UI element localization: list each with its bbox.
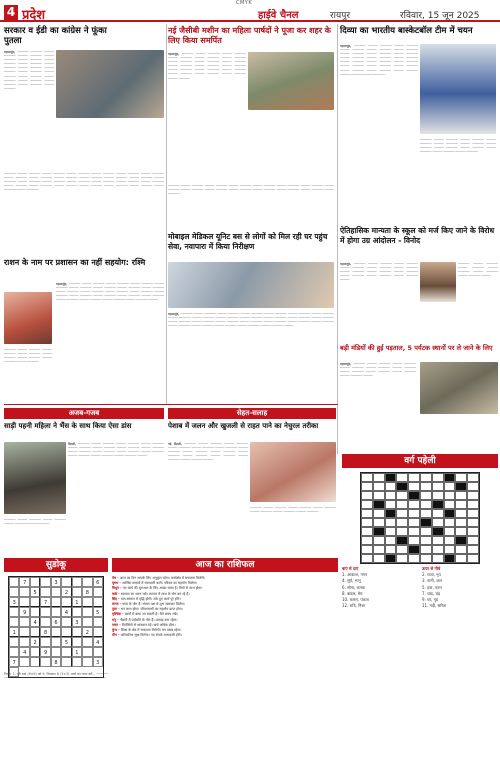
sudoku-cell[interactable] [82, 637, 92, 647]
crossword-cell[interactable] [432, 509, 444, 518]
crossword-cell[interactable] [467, 554, 479, 563]
horoscope-text: विरोधियों से सावधान रहें। खर्च अधिक होगा। [121, 622, 176, 627]
article-body-effigy: महासमुंद, ────── ────── ───── ────── ───── ────── ───── ────── ───── ────── ───── ────── ───── ────── ───── ────── ───── ────── ───── ────── ───── ────── ───── ────── ───── ────── ───── ────── ───── ────── ───── ────── ───── ────── ───── ────── [4, 50, 54, 91]
sudoku-cell[interactable]: 7 [40, 597, 50, 607]
sudoku-cell[interactable]: 8 [51, 657, 61, 667]
article-body-basketball-2: ────── ───── ────── ───── ────── ───── ────── ───── ────── ───── ────── ───── ────── ───── ────── ───── ────── ───── ────── ───── ────── ───── ────── [420, 138, 496, 155]
crossword-cell[interactable] [396, 509, 408, 518]
photo-rashmi-portrait [4, 292, 52, 344]
crossword-cell [432, 527, 444, 536]
crossword-cell[interactable] [373, 491, 385, 500]
sudoku-cell[interactable] [40, 577, 50, 587]
across-heading: बाएं से दाएं [342, 566, 359, 571]
crossword-cell [432, 500, 444, 509]
crossword-cell[interactable] [396, 500, 408, 509]
horoscope-list [112, 576, 338, 772]
headline-machine: नई जैसीबी मशीन का महिला पार्षदों ने पूजा कर शहर के लिए किया समर्पित [168, 26, 331, 45]
horoscope-text: आज का दिन आपके लिए अनुकूल रहेगा। कार्यक्षेत्र में सफलता मिलेगी। [119, 576, 206, 580]
sudoku-cell[interactable] [93, 587, 103, 597]
horoscope-text: स्वास्थ्य का ध्यान रखें। व्यापार में लाभ के योग बन रहे हैं। [120, 591, 190, 596]
crossword-cell[interactable] [444, 536, 456, 545]
photo-mobile-medical-bus [168, 262, 334, 308]
crossword-cell[interactable] [420, 500, 432, 509]
crossword-cell[interactable] [361, 554, 373, 563]
article-body-machine: महासमुंद, ────── ───── ────── ───── ────── ───── ────── ───── ────── ───── ────── ───── ────── ───── ────── ───── ────── ───── ────── ───── ────── ───── ────── ───── ────── ───── ────── ───── ────── ───── ────── ───── ────── ───── ────── ───── ────── [168, 52, 246, 81]
crossword-cell[interactable] [361, 536, 373, 545]
crossword-cell[interactable] [385, 536, 397, 545]
crossword-cell[interactable] [467, 545, 479, 554]
photo-basketball-player [420, 44, 496, 134]
headline-effigy: सरकार व ईडी का कांग्रेस ने फूंका पुतला [4, 26, 107, 46]
crossword-cell[interactable] [455, 473, 467, 482]
crossword-cell[interactable] [432, 545, 444, 554]
crossword-cell [373, 527, 385, 536]
crossword-clue: 12. रात्रि, निशा [342, 603, 366, 609]
crossword-cell[interactable] [420, 554, 432, 563]
sudoku-cell[interactable]: 7 [9, 657, 19, 667]
section-rule [4, 404, 338, 405]
crossword-cell[interactable] [455, 518, 467, 527]
sudoku-cell[interactable]: 2 [61, 587, 71, 597]
crossword-clue: 11. नदी, सरिता [422, 603, 447, 609]
sudoku-cell[interactable]: 4 [61, 607, 71, 617]
crossword-cell[interactable] [467, 527, 479, 536]
sudoku-cell[interactable] [61, 627, 71, 637]
cmyk-mark: CMYK [236, 0, 253, 6]
crossword-cell[interactable] [455, 491, 467, 500]
crossword-cell[interactable] [455, 554, 467, 563]
crossword-cell[interactable] [408, 473, 420, 482]
sudoku-cell[interactable] [82, 577, 92, 587]
photo-effigy-protest [56, 50, 164, 118]
sudoku-cell[interactable] [9, 587, 19, 597]
sudoku-cell[interactable]: 3 [93, 657, 103, 667]
article-body-health-2: ────── ───── ────── ───── ────── ───── ────── ───── ────── ───── ────── ───── ────── [250, 506, 336, 515]
horoscope-sign: सिंह - [112, 596, 121, 601]
crossword-cell[interactable] [385, 518, 397, 527]
sudoku-cell[interactable] [30, 627, 40, 637]
sudoku-cell[interactable] [82, 607, 92, 617]
horoscope-text: पारिवारिक सुख मिलेगा। नए संपर्क लाभकारी होंगे। [120, 633, 182, 638]
sudoku-title: सुडोकू [4, 558, 108, 572]
sudoku-cell[interactable] [30, 657, 40, 667]
crossword-cell[interactable] [467, 536, 479, 545]
sudoku-cell[interactable] [72, 637, 82, 647]
crossword-cell [420, 518, 432, 527]
paper-logo: हाईवे चैनल [258, 10, 299, 21]
crossword-cell[interactable] [420, 509, 432, 518]
sudoku-cell[interactable]: 2 [30, 637, 40, 647]
sudoku-cell[interactable] [93, 597, 103, 607]
crossword-cell [396, 482, 408, 491]
sudoku-cell[interactable] [72, 577, 82, 587]
horoscope-sign: कुंभ - [112, 628, 121, 633]
crossword-cell[interactable] [444, 482, 456, 491]
horoscope-sign: मेष - [112, 576, 120, 580]
sudoku-cell[interactable] [61, 617, 71, 627]
crossword-cell[interactable] [444, 500, 456, 509]
band-health: सेहत-सलाह [168, 408, 336, 419]
crossword-cell[interactable] [373, 509, 385, 518]
sudoku-cell[interactable] [72, 587, 82, 597]
crossword-clue: 4. सूर्य, भानु [342, 578, 361, 584]
crossword-cell[interactable] [408, 518, 420, 527]
sudoku-cell[interactable] [19, 617, 29, 627]
horoscope-text: यात्रा के योग हैं। संतान पक्ष से शुभ समाचार मिलेगा। [122, 602, 186, 607]
sudoku-cell[interactable]: 5 [61, 637, 71, 647]
crossword-cell [444, 473, 456, 482]
crossword-cell[interactable] [432, 554, 444, 563]
crossword-cell[interactable] [361, 473, 373, 482]
sudoku-cell[interactable] [51, 627, 61, 637]
sudoku-cell[interactable] [19, 587, 29, 597]
sudoku-cell[interactable]: 3 [72, 617, 82, 627]
sudoku-cell[interactable]: 1 [72, 597, 82, 607]
sudoku-cell[interactable]: 9 [19, 607, 29, 617]
crossword-clue: 1. आकाश, गगन [342, 572, 368, 578]
crossword-cell[interactable] [432, 491, 444, 500]
crossword-cell[interactable] [361, 545, 373, 554]
horoscope-text: मान-सम्मान में वृद्धि होगी। रुके हुए कार्य पूरे होंगे। [120, 596, 181, 601]
photo-woman-buffalo [4, 442, 66, 514]
crossword-cell[interactable] [396, 554, 408, 563]
horoscope-text: आर्थिक मामलों में सावधानी बरतें। परिवार का सहयोग मिलेगा। [122, 581, 198, 586]
article-body-basketball: महासमुंद, ────── ───── ────── ───── ────── ───── ────── ───── ────── ───── ────── ───── ────── ───── ────── ───── ────── ───── ────── ───── ────── ───── ────── ───── ────── ───── ────── ───── ────── ───── ────── ───── ────── ───── ────── ───── ────── ───── ────── ───── ────── ───── ────── ───── ────── [340, 44, 418, 77]
crossword-cell[interactable] [385, 500, 397, 509]
crossword-title: वर्ग पहेली [342, 454, 498, 468]
headline-ajab: साड़ी पहनी महिला ने भैंस के साथ किया ऐसा डांस [4, 422, 132, 430]
crossword-cell[interactable] [408, 536, 420, 545]
crossword-cell[interactable] [455, 500, 467, 509]
article-body-mobile-medical: महासमुंद, ────── ───── ────── ───── ────── ───── ────── ───── ────── ───── ────── ───── ────── ───── ────── ───── ────── ───── ────── ───── ────── ───── ────── ───── ────── ───── ────── ───── ────── ───── ────── ───── ────── ───── ────── ───── ────── ───── ────── ───── ────── ───── ────── ───── ────── ───── ────── ───── ────── ───── ────── ───── [168, 312, 334, 329]
sudoku-cell[interactable] [9, 637, 19, 647]
sudoku-cell[interactable] [93, 617, 103, 627]
crossword-clue: 9. घर, गृह [422, 597, 439, 603]
crossword-cell [385, 509, 397, 518]
sudoku-cell[interactable] [30, 647, 40, 657]
sudoku-cell[interactable] [30, 577, 40, 587]
crossword-cell [385, 554, 397, 563]
crossword-clue: 10. कमल, पंकज [342, 597, 369, 603]
headline-cows: बड़ी मंडियों की हुई पड़ताल, 5 पर्यटक स्थानों पर ले जाने के लिए [340, 344, 493, 352]
photo-cows [420, 362, 498, 414]
crossword-cell[interactable] [408, 527, 420, 536]
sudoku-cell[interactable]: 1 [9, 627, 19, 637]
article-body-ajab-2: ────── ───── ────── ───── ────── ───── ────── ───── ────── [4, 518, 66, 527]
crossword-cell[interactable] [361, 527, 373, 536]
horoscope-text: धन लाभ होगा। जीवनसाथी का सहयोग प्राप्त होगा। [120, 607, 183, 612]
crossword-cell[interactable] [361, 509, 373, 518]
crossword-down [422, 566, 498, 609]
horoscope-sign: वृश्चिक - [112, 612, 125, 617]
horoscope-title: आज का राशिफल [112, 558, 338, 572]
crossword-cell[interactable] [420, 536, 432, 545]
crossword-cell [444, 509, 456, 518]
article-body-ration-2: ────── ───── ────── ───── ────── ───── ────── ───── ────── ───── ────── ───── ────── ───── ────── [4, 348, 52, 365]
crossword-cell[interactable] [455, 545, 467, 554]
crossword-cell[interactable] [361, 482, 373, 491]
sudoku-cell[interactable] [72, 657, 82, 667]
sudoku-cell[interactable] [61, 657, 71, 667]
crossword-cell[interactable] [467, 491, 479, 500]
horoscope-sign: वृषभ - [112, 581, 122, 586]
column-rule [166, 24, 167, 404]
sudoku-cell[interactable]: 1 [72, 647, 82, 657]
headline-ration: राशन के नाम पर प्रशासन का नहीं सहयोग: रश्मि [4, 258, 146, 267]
article-body-school-2: ────── ───── ────── ───── ────── ───── ────── ───── ────── ───── ────── ───── [458, 262, 498, 279]
sudoku-cell[interactable] [9, 647, 19, 657]
horoscope-text: शिक्षा के क्षेत्र में सफलता मिलेगी। मन प्रसन्न रहेगा। [120, 628, 182, 633]
photo-jcb-machine [248, 52, 334, 110]
horoscope-text: नौकरी में पदोन्नति के योग हैं। उत्साह बना रहेगा। [119, 617, 178, 622]
sudoku-cell[interactable] [51, 587, 61, 597]
crossword-cell[interactable] [420, 473, 432, 482]
down-heading: ऊपर से नीचे [422, 566, 441, 571]
page-number: 4 [4, 5, 18, 20]
sudoku-rules: नियम: 1. पूरी बाएं (9×9) को 9, निवासन 6 (3×3) भागों का चयन करें... ────── ───── ────── ───── ────── ───── ────── ───── ────── ───── [4, 672, 108, 681]
article-body-effigy-2: ────── ───── ────── ───── ────── ───── ────── ───── ────── ───── ────── ───── ────── ───── ────── ───── ────── ───── ────── ───── ────── ───── ────── ───── ────── ───── ────── ───── ────── ───── ────── ───── ────── ───── ────── ───── ────── ───── ────── ───── ────── ───── ────── ───── ────── ───── ────── ───── ────── ───── ────── ───── ────── ───── ────── [4, 172, 164, 193]
crossword-cell[interactable] [455, 527, 467, 536]
crossword-clue: 3. पानी, जल [422, 578, 442, 584]
sudoku-cell[interactable] [82, 617, 92, 627]
sudoku-cell[interactable] [40, 617, 50, 627]
sudoku-cell[interactable]: 3 [9, 597, 19, 607]
sudoku-cell[interactable] [19, 597, 29, 607]
crossword-cell[interactable] [373, 518, 385, 527]
section-title: प्रदेश [22, 8, 46, 23]
horoscope-text: नए कार्य की शुरुआत के लिए अच्छा समय है। मित्रों से लाभ होगा। [122, 586, 203, 591]
crossword-cell[interactable] [373, 554, 385, 563]
crossword-cell[interactable] [420, 527, 432, 536]
edition-city: रायपुर [330, 11, 351, 21]
crossword-cell [444, 554, 456, 563]
crossword-cell[interactable] [444, 518, 456, 527]
crossword-cell[interactable] [467, 482, 479, 491]
photo-health-illustration [250, 442, 336, 502]
crossword-cell[interactable] [444, 491, 456, 500]
issue-date: रविवार, 15 जून 2025 [400, 11, 480, 21]
sudoku-cell[interactable]: 5 [93, 607, 103, 617]
sudoku-cell[interactable] [19, 657, 29, 667]
article-body-machine-2: ────── ───── ────── ───── ────── ───── ────── ───── ────── ───── ────── ───── ────── ───── ────── ───── ────── ───── ────── ───── ────── ───── ────── ───── ────── ───── ────── ───── ────── [168, 184, 334, 197]
headline-mobile-medical: मोबाइल मेडिकल यूनिट बस से लोगों को मिल रही घर पहुंच सेवा, नवापारा में किया निरीक्षण [168, 232, 328, 251]
article-body-cows: महासमुंद, ────── ───── ────── ───── ────── ───── ────── ───── ────── ───── ────── ───── ────── ───── ────── ───── ────── ───── ────── ───── [340, 362, 416, 379]
column-rule [337, 24, 338, 454]
sudoku-cell[interactable] [51, 597, 61, 607]
crossword-cell[interactable] [385, 527, 397, 536]
crossword-cell[interactable] [432, 518, 444, 527]
horoscope-sign: कर्क - [112, 591, 121, 596]
sudoku-cell[interactable] [19, 637, 29, 647]
band-ajab-gajab: अजब-गजब [4, 408, 164, 419]
sudoku-cell[interactable]: 4 [93, 637, 103, 647]
sudoku-cell[interactable] [72, 627, 82, 637]
sudoku-cell[interactable] [30, 597, 40, 607]
article-body-school: महासमुंद, ────── ───── ────── ───── ────── ───── ────── ───── ────── ───── ────── ───── ────── ───── ────── ───── ────── ───── ────── ───── ────── ───── ────── ───── [340, 262, 418, 283]
sudoku-cell[interactable] [9, 617, 19, 627]
sudoku-cell[interactable]: 8 [40, 627, 50, 637]
crossword-cell[interactable] [444, 545, 456, 554]
crossword-cell [408, 491, 420, 500]
crossword-cell[interactable] [432, 482, 444, 491]
crossword-cell [455, 536, 467, 545]
sudoku-cell[interactable] [40, 587, 50, 597]
crossword-clue: 8. बादल, मेघ [342, 590, 363, 596]
sudoku-cell[interactable] [40, 607, 50, 617]
crossword-cell [408, 545, 420, 554]
crossword-cell[interactable] [444, 527, 456, 536]
sudoku-cell[interactable]: 6 [93, 577, 103, 587]
horoscope-sign: मकर - [112, 622, 122, 627]
sudoku-cell[interactable] [82, 597, 92, 607]
sudoku-cell[interactable]: 5 [30, 587, 40, 597]
crossword-clue: 2. राजा, नृप [422, 572, 441, 578]
crossword-cell[interactable] [420, 545, 432, 554]
crossword-cell[interactable] [361, 500, 373, 509]
crossword-clue: 5. हवा, पवन [422, 584, 442, 590]
crossword-cell[interactable] [420, 482, 432, 491]
crossword-cell[interactable] [373, 536, 385, 545]
crossword-cell[interactable] [432, 473, 444, 482]
sudoku-cell[interactable] [19, 627, 29, 637]
sudoku-cell[interactable] [9, 607, 19, 617]
crossword-cell[interactable] [396, 545, 408, 554]
sudoku-cell[interactable]: 3 [51, 577, 61, 587]
crossword-cell[interactable] [455, 509, 467, 518]
sudoku-grid[interactable] [8, 576, 104, 678]
sudoku-cell[interactable] [40, 657, 50, 667]
article-body-ajab: दिल्ली, ────── ───── ────── ───── ────── ───── ────── ───── ────── ───── ────── ───── ────── ───── ────── ───── ────── ───── ────── ───── ────── ───── ────── ───── ────── ───── ────── ───── ────── ───── [68, 442, 164, 459]
sudoku-cell[interactable] [9, 577, 19, 587]
crossword-clue: 7. चांद, चंद्र [422, 590, 440, 596]
crossword-cell[interactable] [408, 509, 420, 518]
crossword-cell [385, 473, 397, 482]
crossword-cell[interactable] [420, 491, 432, 500]
crossword-cell[interactable] [396, 527, 408, 536]
sudoku-cell[interactable] [51, 637, 61, 647]
article-body-ration: महासमुंद, ────── ───── ────── ───── ────── ───── ────── ───── ────── ───── ────── ───── ────── ───── ────── ───── ────── ───── ────── ───── ────── ───── ────── ───── ────── ───── ────── ───── ────── ───── ────── ───── ────── ───── ────── ───── ────── ───── ────── ───── ────── ───── ────── ───── [56, 282, 164, 303]
crossword-cell[interactable] [396, 518, 408, 527]
sudoku-cell[interactable]: 4 [30, 617, 40, 627]
horoscope-sign: मीन - [112, 633, 121, 638]
crossword-across [342, 566, 418, 609]
crossword-cell[interactable] [396, 491, 408, 500]
crossword-cell[interactable] [467, 500, 479, 509]
crossword-grid[interactable] [360, 472, 480, 564]
sudoku-cell[interactable]: 8 [82, 587, 92, 597]
photo-vinod-portrait [420, 262, 456, 302]
sudoku-cell[interactable] [61, 597, 71, 607]
crossword-cell[interactable] [467, 473, 479, 482]
sudoku-cell[interactable] [61, 647, 71, 657]
crossword-cell[interactable] [467, 518, 479, 527]
horoscope-sign: तुला - [112, 607, 121, 612]
horoscope-sign: कन्या - [112, 602, 123, 607]
horoscope-sign: मिथुन - [112, 586, 123, 591]
crossword-cell[interactable] [396, 473, 408, 482]
crossword-cell[interactable] [408, 482, 420, 491]
horoscope-sign: धनु - [112, 617, 120, 622]
sudoku-cell[interactable] [93, 647, 103, 657]
sudoku-cell[interactable]: 2 [82, 627, 92, 637]
sudoku-cell[interactable] [40, 637, 50, 647]
sudoku-cell[interactable] [82, 657, 92, 667]
headline-basketball: दिव्या का भारतीय बास्केटबॉल टीम में चयन [340, 26, 473, 36]
sudoku-cell[interactable]: 7 [19, 577, 29, 587]
sudoku-cell[interactable]: 6 [51, 617, 61, 627]
sudoku-cell[interactable] [30, 607, 40, 617]
crossword-cell[interactable] [432, 536, 444, 545]
sudoku-cell[interactable]: 9 [40, 647, 50, 657]
crossword-clue: 6. सोना, कनक [342, 584, 365, 590]
crossword-cell[interactable] [361, 518, 373, 527]
crossword-cell[interactable] [385, 482, 397, 491]
crossword-cell[interactable] [373, 545, 385, 554]
crossword-cell [455, 482, 467, 491]
crossword-cell[interactable] [385, 491, 397, 500]
sudoku-cell[interactable] [93, 627, 103, 637]
crossword-cell[interactable] [467, 509, 479, 518]
crossword-cell[interactable] [373, 482, 385, 491]
headline-school: ऐतिहासिक मान्यता के स्कूल को मर्ज किए जाने के विरोध में होगा उग्र आंदोलन - विनोद [340, 226, 495, 245]
sudoku-cell[interactable]: 4 [19, 647, 29, 657]
headline-health: पेशाब में जलन और खुजली से राहत पाने का नेचुरल तरीका [168, 422, 319, 430]
sudoku-cell[interactable] [61, 577, 71, 587]
crossword-cell [373, 500, 385, 509]
sudoku-cell[interactable] [72, 607, 82, 617]
sudoku-cell[interactable] [51, 647, 61, 657]
crossword-cell[interactable] [373, 473, 385, 482]
crossword-cell[interactable] [408, 500, 420, 509]
sudoku-cell[interactable] [51, 607, 61, 617]
crossword-cell[interactable] [361, 491, 373, 500]
sudoku-cell[interactable] [82, 647, 92, 657]
crossword-cell [396, 536, 408, 545]
crossword-cell[interactable] [408, 554, 420, 563]
crossword-cell[interactable] [385, 545, 397, 554]
horoscope-entry [112, 633, 338, 638]
horoscope-text: कार्यों में बाधा आ सकती है। धैर्य बनाए रखें। [124, 612, 178, 617]
article-body-health: नई दिल्ली, ────── ───── ────── ───── ────── ───── ────── ───── ────── ───── ────── ───── ────── ───── ────── ───── ────── ───── ────── ───── ────── ───── ────── ───── ────── ───── ────── ───── [168, 442, 248, 463]
